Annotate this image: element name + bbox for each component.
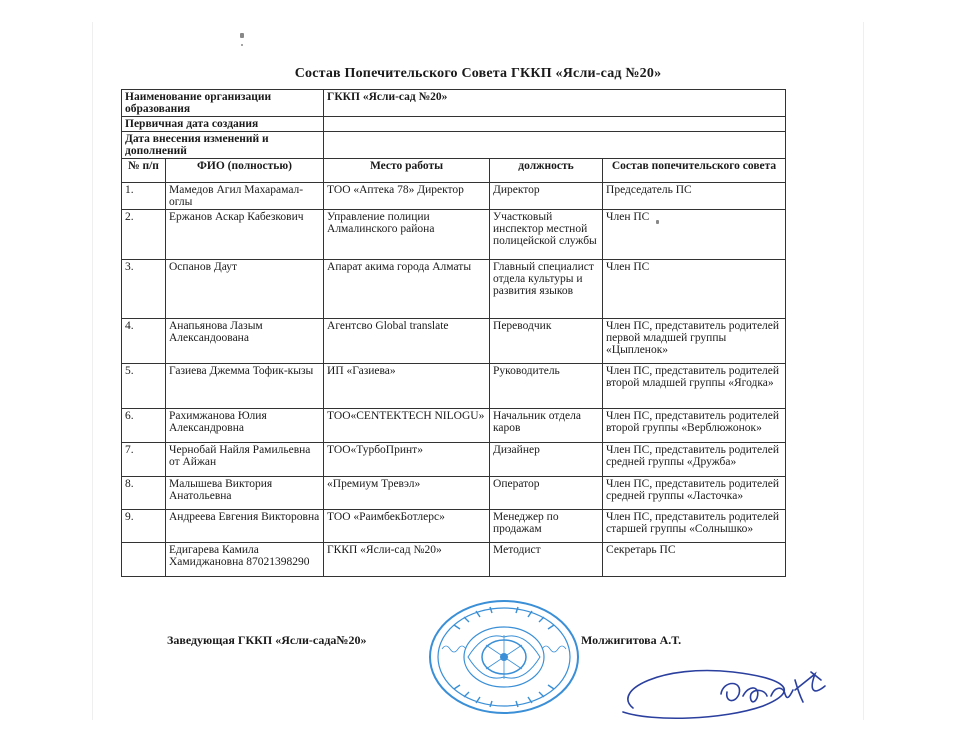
- cell-num: 1.: [122, 183, 166, 210]
- table-row: [122, 477, 786, 510]
- cell-position: Участковый инспектор местной полицейской службы: [490, 210, 603, 260]
- cell-position: Оператор: [490, 477, 603, 510]
- meta-row-organization: [122, 90, 786, 117]
- cell-full-name: Рахимжанова Юлия Александровна: [166, 409, 324, 443]
- cell-board-role: Секретарь ПС: [603, 543, 786, 577]
- cell-position: Менеджер по продажам: [490, 510, 603, 543]
- table-row: [122, 210, 786, 260]
- meta-row-created: [122, 117, 786, 132]
- column-header-board-role: Состав попечительского совета: [603, 159, 786, 183]
- cell-full-name: Едигарева Камила Хамиджановна 87021398290: [166, 543, 324, 577]
- column-header-workplace: Место работы: [324, 159, 490, 183]
- cell-full-name: Анапьянова Лазым Александоована: [166, 319, 324, 364]
- table-row: [122, 260, 786, 319]
- meta-row-changes: [122, 132, 786, 159]
- meta-value-changes: [324, 132, 786, 159]
- cell-position: Переводчик: [490, 319, 603, 364]
- cell-num: 9.: [122, 510, 166, 543]
- column-header-name: ФИО (полностью): [166, 159, 324, 183]
- cell-full-name: Малышева Виктория Анатольевна: [166, 477, 324, 510]
- cell-full-name: Газиева Джемма Тофик-кызы: [166, 364, 324, 409]
- board-members-table: [121, 89, 786, 577]
- table-row: [122, 543, 786, 577]
- scan-speck: [240, 33, 244, 38]
- signature-icon: [603, 650, 863, 730]
- cell-board-role: Член ПС, представитель родителей средней группы «Ласточка»: [603, 477, 786, 510]
- cell-board-role: Председатель ПС: [603, 183, 786, 210]
- round-stamp-icon: [424, 597, 584, 717]
- cell-board-role: Член ПС: [603, 260, 786, 319]
- cell-num: 4.: [122, 319, 166, 364]
- head-name: Молжигитова А.Т.: [581, 633, 682, 647]
- cell-full-name: Ержанов Аскар Кабезкович: [166, 210, 324, 260]
- cell-board-role: Член ПС, представитель родителей старшей группы «Солнышко»: [603, 510, 786, 543]
- cell-workplace: ТОО«CENTEKTECH NILOGU»: [324, 409, 490, 443]
- document-title: Состав Попечительского Совета ГККП «Ясли-сад №20»: [294, 66, 662, 81]
- cell-workplace: ТОО «РаимбекБотлерс»: [324, 510, 490, 543]
- cell-full-name: Мамедов Агил Махарамал- оглы: [166, 183, 324, 210]
- column-header-num: № п/п: [122, 159, 166, 183]
- cell-board-role: Член ПС: [603, 210, 786, 260]
- cell-position: Директор: [490, 183, 603, 210]
- cell-board-role: Член ПС, представитель родителей средней группы «Дружба»: [603, 443, 786, 477]
- table-row: [122, 409, 786, 443]
- meta-label-organization: Наименование организации образования: [122, 90, 324, 117]
- cell-board-role: Член ПС, представитель родителей второй младшей группы «Ягодка»: [603, 364, 786, 409]
- cell-workplace: «Премиум Тревэл»: [324, 477, 490, 510]
- table-row: [122, 183, 786, 210]
- cell-position: Главный специалист отдела культуры и развития языков: [490, 260, 603, 319]
- meta-value-created: [324, 117, 786, 132]
- table-header-row: [122, 159, 786, 183]
- cell-full-name: Андреева Евгения Викторовна: [166, 510, 324, 543]
- table-row: [122, 443, 786, 477]
- cell-position: Руководитель: [490, 364, 603, 409]
- column-header-position: должность: [490, 159, 603, 183]
- cell-workplace: Апарат акима города Алматы: [324, 260, 490, 319]
- head-signature-label: Заведующая ГККП «Ясли-сада№20»: [167, 633, 367, 647]
- cell-workplace: Агентсво Global translate: [324, 319, 490, 364]
- meta-label-changes: Дата внесения изменений и дополнений: [122, 132, 324, 159]
- table-row: [122, 364, 786, 409]
- cell-workplace: ТОО«ТурбоПринт»: [324, 443, 490, 477]
- cell-workplace: Управление полиции Алмалинского района: [324, 210, 490, 260]
- cell-full-name: Оспанов Даут: [166, 260, 324, 319]
- cell-num: 7.: [122, 443, 166, 477]
- document-page: [92, 22, 864, 720]
- cell-position: Дизайнер: [490, 443, 603, 477]
- cell-workplace: ИП «Газиева»: [324, 364, 490, 409]
- cell-workplace: ГККП «Ясли-сад №20»: [324, 543, 490, 577]
- cell-workplace: ТОО «Аптека 78» Директор: [324, 183, 490, 210]
- cell-num: 6.: [122, 409, 166, 443]
- cell-num: 3.: [122, 260, 166, 319]
- cell-board-role: Член ПС, представитель родителей первой младшей группы «Цыпленок»: [603, 319, 786, 364]
- cell-full-name: Чернобай Найля Рамильевна от Айжан: [166, 443, 324, 477]
- cell-num: 8.: [122, 477, 166, 510]
- cell-num: [122, 543, 166, 577]
- meta-value-organization: ГККП «Ясли-сад №20»: [324, 90, 786, 117]
- scan-speck: [241, 44, 243, 46]
- table-row: [122, 319, 786, 364]
- cell-position: Начальник отдела каров: [490, 409, 603, 443]
- table-row: [122, 510, 786, 543]
- cell-position: Методист: [490, 543, 603, 577]
- meta-label-created: Первичная дата создания: [122, 117, 324, 132]
- cell-board-role: Член ПС, представитель родителей второй группы «Верблюжонок»: [603, 409, 786, 443]
- cell-num: 5.: [122, 364, 166, 409]
- cell-num: 2.: [122, 210, 166, 260]
